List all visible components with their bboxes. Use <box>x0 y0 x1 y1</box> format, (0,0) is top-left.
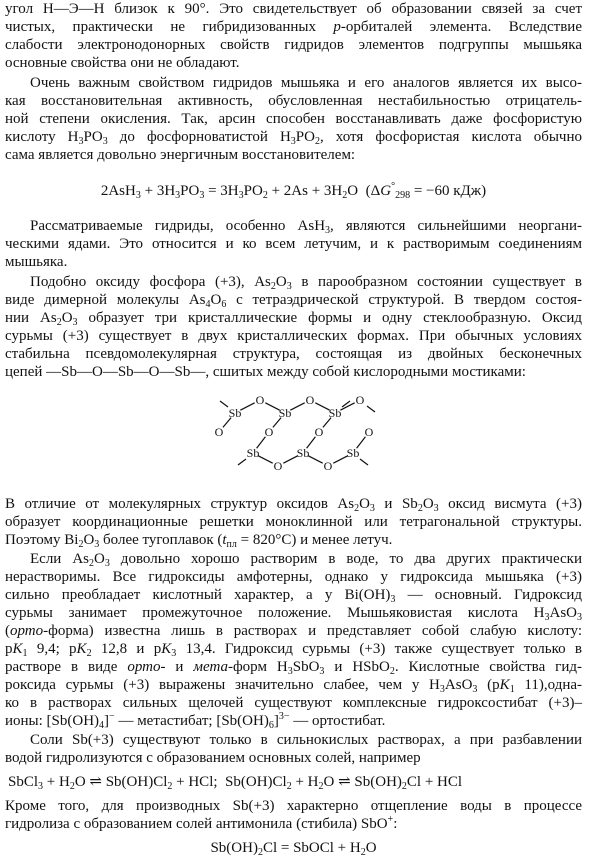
bond-line <box>265 403 279 410</box>
atom-sb: Sb <box>246 446 260 460</box>
atom-o: O <box>305 393 315 407</box>
text-line: гидролиза с образованием солей антимонила (стибила) SbO+: <box>5 814 398 832</box>
text-line: сама является довольно энергичным восстановителем: <box>5 147 356 163</box>
bond-stub <box>220 401 228 407</box>
antimonyl-equation: $Sb(OH)_2Cl$ = SbOCl + $H_2O$ <box>210 840 377 858</box>
text-line: образует координационные решетки моноклинной или тетрагональной структуры. <box>5 514 582 530</box>
text-line: ионы: $[Sb(OH)_4]^-$ — метастибат; $[Sb(OH)_6]^{3-}$ — ортостибат. <box>5 711 386 731</box>
text-line: цепей —Sb—O—Sb—O—Sb—, сшитых между собой кислородными мостиками: <box>5 364 526 380</box>
bond-line <box>315 403 329 410</box>
text-line: ной степени окисления. Так, арсин способен восстанавливать даже фосфористую <box>5 111 582 127</box>
atom-sb: Sb <box>346 446 360 460</box>
text-line: Если $As_2O_3$ довольно хорошо растворим в воде, то два других практически <box>30 551 582 569</box>
text-line: роксида сурьмы (+3) выражены значительно слабее, чем у $H_3AsO_3$ ($pK_1$ 11),одна- <box>5 677 583 695</box>
text-line: Рассматриваемые гидриды, особенно AsH$_3$, являются сильнейшими неоргани- <box>30 218 582 236</box>
text-line: ко в растворах сильных щелочей существуют комплексные гидроксостибат (+3)– <box>5 695 582 711</box>
atom-o: O <box>364 425 374 439</box>
atom-sb: Sb <box>228 406 242 420</box>
atom-o: O <box>255 393 265 407</box>
text-line: сурьмы (+3) существует в двух кристаллических формах. При обычных условиях <box>5 328 582 344</box>
text-line: В отличие от молекулярных структур оксидов $As_2O_3$ и $Sb_2O_3$ оксид висмута (+3) <box>5 496 583 514</box>
text-line: стабильна псевдомолекулярная структура, состоящая из двойных бесконечных <box>5 346 582 362</box>
text-line: (орто-форма) известна лишь в растворах и представляет собой слабую кислоту: <box>5 623 582 639</box>
text-line: водой гидролизуются с образованием основных солей, например <box>5 750 421 766</box>
bond-stub <box>367 406 375 412</box>
text-line: Очень важным свойством гидридов мышьяка и его аналогов является их высо- <box>30 75 582 91</box>
bond-line <box>333 456 347 463</box>
bond-stub <box>238 459 246 465</box>
text-line: сурьмы занимает промежуточное положение. Мышьяковистая кислота $H_3AsO_3$ <box>5 605 582 623</box>
text-line: угол Н—Э—Н близок к 90°. Это свидетельствует об образовании связей за счет <box>5 1 582 17</box>
atom-o: O <box>264 425 274 439</box>
text-line: $pK_1$ 9,4; $pK_2$ 12,8 и $pK_3$ 13,4. Гидроксид сурьмы (+3) также существует только в <box>5 641 582 659</box>
text-line: виде димерной молекулы $As_4O_6$ с тетраэдрической структурой. В твердом состоя- <box>5 292 582 310</box>
atom-o: O <box>214 425 224 439</box>
text-line: слабости электронодонорных свойств гидридов элементов подгруппы мышьяка <box>5 37 582 53</box>
atom-o: O <box>355 393 365 407</box>
bond-line <box>258 456 272 463</box>
text-line: Подобно оксиду фосфора (+3), $As_2O_3$ в парообразном состоянии существует в <box>30 274 582 292</box>
text-line: ческими ядами. Это относится и ко всем летучим, и к растворимым соединениям <box>5 236 582 252</box>
atom-o: O <box>273 459 283 473</box>
reaction-equation: $2AsH_3 + 3H_3PO_3 = 3H_3PO_2 + 2As + 3H_2O$ ($\Delta G^\circ_{298} = -60$ кДж) <box>100 181 487 201</box>
bond-line <box>240 403 254 410</box>
text-line: основные свойства они не обладают. <box>5 55 240 71</box>
hydrolysis-equation: SbCl$_3$ + $H_2O$ ⇌ $Sb(OH)Cl_2$ + HCl; $Sb(OH)Cl_2 + H_2O$ ⇌ $Sb(OH)_2Cl$ + HCl <box>8 774 463 792</box>
text-line: Соли Sb(+3) существуют только в сильнокислых растворах, а при разбавлении <box>30 732 582 748</box>
atom-o: O <box>323 459 333 473</box>
bond-line <box>283 456 297 463</box>
text-line: чистых, практически не гибридизованных p-орбиталей элемента. Вследствие <box>5 19 582 35</box>
bond-line <box>308 456 322 463</box>
sb2o3-chain-structure <box>205 385 385 481</box>
text-line: кая восстановительная активность, обусловленная нестабильностью отрицатель- <box>5 93 582 109</box>
atom-o: O <box>314 425 324 439</box>
text-line: сильно преобладает кислотный характер, а у $Bi(OH)_3$ — основный. Гидроксид <box>5 587 583 605</box>
text-line: нии $As_2O_3$ образует три кристаллические формы и одну стеклообразную. Оксид <box>5 310 582 328</box>
atom-sb: Sb <box>278 406 292 420</box>
text-line: нерастворимы. Все гидроксиды амфотерны, однако у гидроксида мышьяка (+3) <box>5 569 582 585</box>
text-line: кислоту $H_3PO_3$ до фосфорноватистой $H_3PO_2$, хотя фосфористая кислота обычно <box>5 129 583 147</box>
text-line: Кроме того, для производных Sb(+3) характерно отщепление воды в процессе <box>5 798 582 814</box>
text-line: растворе в виде орто- и мета-форм $H_3SbO_3$ и HSbO$_2$. Кислотные свойства гид- <box>5 659 582 677</box>
atom-sb: Sb <box>328 406 342 420</box>
bond-stub <box>360 459 368 465</box>
text-line: Поэтому $Bi_2O_3$ более тугоплавок $(t_{пл} = 820^\circ C)$ и менее летуч. <box>5 532 393 550</box>
text-line: мышьяка. <box>5 254 68 270</box>
atom-sb: Sb <box>296 446 310 460</box>
bond-line <box>290 403 304 410</box>
